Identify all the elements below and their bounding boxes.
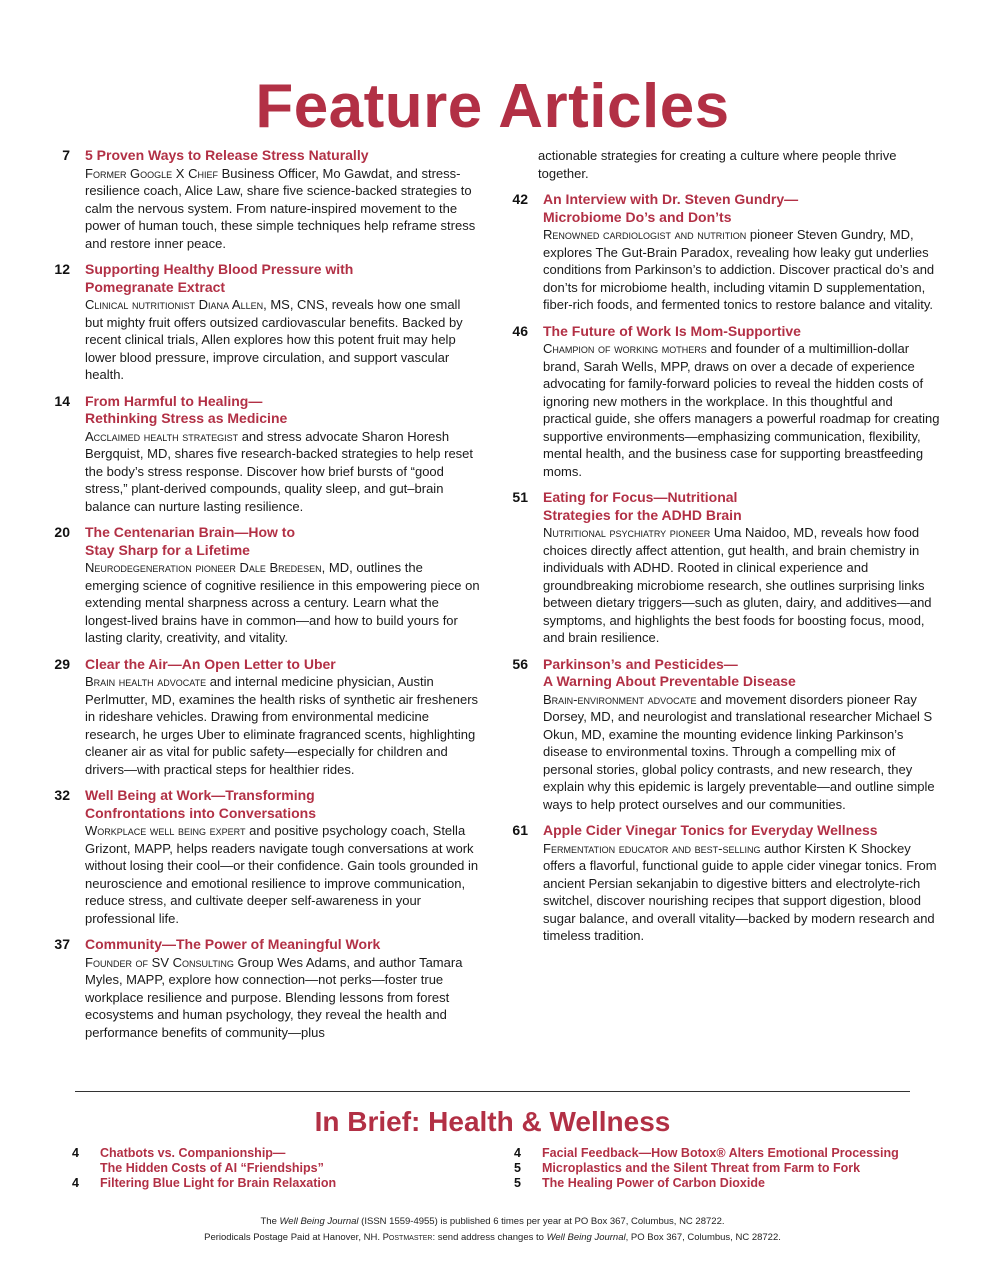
- brief-page-number: 5: [514, 1161, 521, 1175]
- article-item: [498, 191, 943, 314]
- article-text: Uma Naidoo, MD, reveals how food choices directly affect attention, gut health, and brain chemistry in individuals with ADHD. Rooted in clinical experience and groundbreaking microbiome research, she outlines surprising links between dietary triggers—such as gluten, dairy, and additives—and symptoms, and highlights the best foods for boosting focus, mood, and brain resilience.: [543, 525, 932, 645]
- article-text: and movement disorders pioneer Ray Dorsey, MD, and neurologist and translational researcher Michael S Okun, MD, examine the mounting evidence linking Parkinson’s disease to environmental toxins. Through a compelling mix of personal stories, global policy contrasts, and new research, they explain why this epidemic is largely preventable—and outline simple ways to help protect ourselves and our communities.: [543, 691, 935, 812]
- brief-page-number: 5: [514, 1176, 521, 1190]
- article-lead: Brain health advocate: [85, 674, 207, 689]
- article-item: [40, 936, 480, 1041]
- brief-item: [506, 1161, 946, 1176]
- article-item: [40, 656, 480, 779]
- brief-page-number: 4: [72, 1176, 79, 1190]
- article-lead: Nutritional psychiatry pioneer: [543, 525, 711, 540]
- article-text: and stress advocate Sharon Horesh Bergquist, MD, shares five research-backed strategies to help reset the body’s stress response. Discover how brief bursts of “good stress,” plant-derived compounds, quality sleep, and gut–brain balance can nurture lasting resilience.: [85, 428, 474, 514]
- article-item: [498, 656, 943, 814]
- footer-line-2: [0, 1230, 985, 1246]
- article-item: [498, 822, 943, 945]
- article-lead: Founder of SV Consulting: [85, 954, 234, 970]
- brief-headline[interactable]: Facial Feedback—How Botox® Alters Emotional Processing: [542, 1146, 899, 1160]
- article-headline[interactable]: Clear the Air—An Open Letter to Uber: [85, 655, 336, 672]
- brief-headline[interactable]: The Healing Power of Carbon Dioxide: [542, 1176, 765, 1190]
- article-description: [85, 559, 480, 647]
- article-lead: Neurodegeneration pioneer Dale Bredesen: [85, 560, 322, 575]
- footer-journal-name: Well Being Journal: [279, 1216, 359, 1227]
- footer-text: (ISSN 1559-4955) is published 6 times per year at PO Box 367, Columbus, NC 28722.: [358, 1216, 725, 1227]
- article-text: , MD, outlines the emerging science of cognitive resilience in this empowering piece on extending mental sharpness across a century. Learn what the longest-lived brains have in common—and how to build yours for lasting clarity, creativity, and vitality.: [85, 560, 480, 645]
- article-item: [40, 393, 480, 516]
- article-page-number: 32: [54, 787, 70, 803]
- article-item: [498, 489, 943, 647]
- article-page-number: 29: [54, 655, 70, 672]
- article-lead: Champion of working mothers: [543, 341, 707, 356]
- article-lead: Clinical nutritionist Diana Allen: [85, 297, 264, 312]
- article-description: [85, 296, 480, 384]
- brief-item: [64, 1176, 484, 1191]
- article-headline[interactable]: The Future of Work Is Mom-Supportive: [543, 322, 801, 339]
- article-page-number: 51: [512, 489, 528, 505]
- article-description: [543, 691, 943, 814]
- footer-text: : send address changes to: [432, 1232, 547, 1243]
- article-text: Business Officer, Mo Gawdat, and stress-resilience coach, Alice Law, share five science-backed strategies to calm the nervous system. From nature-inspired movement to the power of human touch, these simple techniques help reframe stress and restore inner peace.: [85, 165, 476, 251]
- right-column: [498, 147, 943, 954]
- page-title: Feature Articles: [255, 72, 730, 141]
- article-headline[interactable]: From Harmful to Healing— Rethinking Stress as Medicine: [85, 392, 288, 426]
- article-headline[interactable]: Well Being at Work—Transforming Confrontations into Conversations: [85, 787, 316, 821]
- brief-headline[interactable]: Chatbots vs. Companionship— The Hidden Costs of AI “Friendships”: [100, 1146, 324, 1175]
- article-page-number: 7: [62, 147, 70, 163]
- article-headline[interactable]: Apple Cider Vinegar Tonics for Everyday Wellness: [543, 822, 878, 838]
- article-lead: Renowned cardiologist and nutrition: [543, 227, 747, 242]
- article-lead: Acclaimed health strategist: [85, 428, 239, 444]
- article-lead: Brain-environment advocate: [543, 691, 697, 707]
- article-page-number: 12: [54, 261, 70, 277]
- brief-item: [64, 1146, 484, 1176]
- article-headline[interactable]: Community—The Power of Meaningful Work: [85, 936, 381, 952]
- article-page-number: 20: [54, 524, 70, 540]
- footer-line-1: [0, 1214, 985, 1230]
- article-continuation: actionable strategies for creating a culture where people thrive together.: [538, 148, 897, 181]
- article-lead: Former Google X Chief: [85, 165, 218, 181]
- article-text: and positive psychology coach, Stella Grizont, MAPP, helps readers navigate tough conversations at work without losing their cool—or their confidence. Gain tools grounded in neuroscience and emotional resilience to improve communication, reduce stress, and cultivate deeper self-awareness in your professional life.: [85, 823, 479, 926]
- brief-section-title: In Brief: Health & Wellness: [314, 1106, 671, 1137]
- left-column: [40, 147, 480, 1050]
- article-lead: Fermentation educator and best-selling: [543, 840, 761, 856]
- article-description: [543, 524, 943, 647]
- article-page-number: 46: [512, 322, 528, 339]
- article-page-number: 61: [512, 822, 528, 838]
- article-headline[interactable]: The Centenarian Brain—How to Stay Sharp for a Lifetime: [85, 524, 296, 558]
- article-page-number: 14: [54, 392, 70, 409]
- article-description: [85, 822, 480, 927]
- brief-right-column: [506, 1146, 946, 1191]
- footer-text: , PO Box 367, Columbus, NC 28722.: [625, 1232, 781, 1243]
- article-text: , MS, CNS, reveals how one small but mighty fruit offers outsized cardiovascular benefits. Backed by recent clinical trials, Allen explores how this potent fruit may help lower blood pressure, improve circulation, and support vascular health.: [85, 297, 463, 382]
- footer-text: The: [260, 1216, 280, 1227]
- article-description: [85, 165, 480, 253]
- article-text: and internal medicine physician, Austin Perlmutter, MD, examines the health risks of synthetic air fresheners in rideshare vehicles. Drawing from environmental medicine research, he urges Uber to eliminate fragranced scents, highlighting cleaner air as vital for public safety—especially for children and drivers—with practical steps for healthier rides.: [85, 674, 479, 777]
- article-headline[interactable]: Eating for Focus—Nutritional Strategies for the ADHD Brain: [543, 489, 742, 523]
- article-headline[interactable]: Parkinson’s and Pesticides— A Warning About Preventable Disease: [543, 655, 796, 689]
- brief-headline[interactable]: Filtering Blue Light for Brain Relaxation: [100, 1176, 337, 1190]
- article-description: [85, 673, 480, 778]
- article-description: [85, 954, 480, 1042]
- publication-footer: [0, 1214, 985, 1246]
- article-text: pioneer Steven Gundry, MD, explores The Gut-Brain Paradox, revealing how leaky gut underlies conditions from Parkinson’s to addiction. Discover practical do’s and don’ts for microbiome health, including vitamin D supplementation, fiber-rich foods, and fermented tonics to restore balance and vitality.: [543, 227, 935, 312]
- brief-item: [506, 1146, 946, 1161]
- article-text: and founder of a multimillion-dollar brand, Sarah Wells, MPP, draws on over a decade of experience advocating for family-forward policies to reveal the hidden costs of ignoring new mothers in the workplace. In this thoughtful and practical guide, she offers managers a powerful roadmap for creating supportive environments—emphasizing communication, flexibility, mental health, and the business case for supporting breastfeeding moms.: [543, 341, 940, 479]
- article-headline[interactable]: Supporting Healthy Blood Pressure with Pomegranate Extract: [85, 261, 354, 295]
- article-item: [498, 323, 943, 481]
- article-headline[interactable]: An Interview with Dr. Steven Gundry— Microbiome Do’s and Don’ts: [543, 191, 799, 225]
- footer-text: Periodicals Postage Paid at Hanover, NH.: [204, 1232, 383, 1243]
- footer-postmaster: Postmaster: [382, 1232, 433, 1243]
- brief-item: [506, 1176, 946, 1191]
- footer-journal-name: Well Being Journal: [546, 1232, 626, 1243]
- article-lead: Workplace well being expert: [85, 823, 246, 838]
- article-text: author Kirsten K Shockey offers a flavorful, functional guide to apple cider vinegar tonics. From ancient Persian sekanjabin to digestive bitters and electrolyte-rich switchel, discover nourishing recipes that support digestion, blood sugar balance, and overall vitality—backed by modern research and timeless tradition.: [543, 840, 937, 943]
- article-item: [40, 524, 480, 647]
- article-description: [85, 428, 480, 516]
- article-page-number: 37: [54, 936, 70, 952]
- article-description: [543, 226, 943, 314]
- brief-left-column: [64, 1146, 484, 1191]
- article-item: [40, 261, 480, 384]
- brief-page-number: 4: [514, 1146, 521, 1160]
- article-page-number: 42: [512, 191, 528, 207]
- article-headline[interactable]: 5 Proven Ways to Release Stress Naturally: [85, 147, 369, 163]
- article-item: [40, 787, 480, 927]
- brief-page-number: 4: [72, 1146, 79, 1160]
- article-description: [543, 840, 943, 945]
- article-description: [543, 340, 943, 480]
- article-text: Group Wes Adams, and author Tamara Myles, MAPP, explore how connection—not perks—foster true workplace resilience and purpose. Blending lessons from forest ecosystems and human psychology, they reveal the health and performance benefits of community—plus: [85, 954, 463, 1040]
- brief-headline[interactable]: Microplastics and the Silent Threat from Farm to Fork: [542, 1161, 861, 1175]
- article-item: [40, 147, 480, 252]
- article-page-number: 56: [512, 655, 528, 672]
- section-divider: [75, 1091, 910, 1092]
